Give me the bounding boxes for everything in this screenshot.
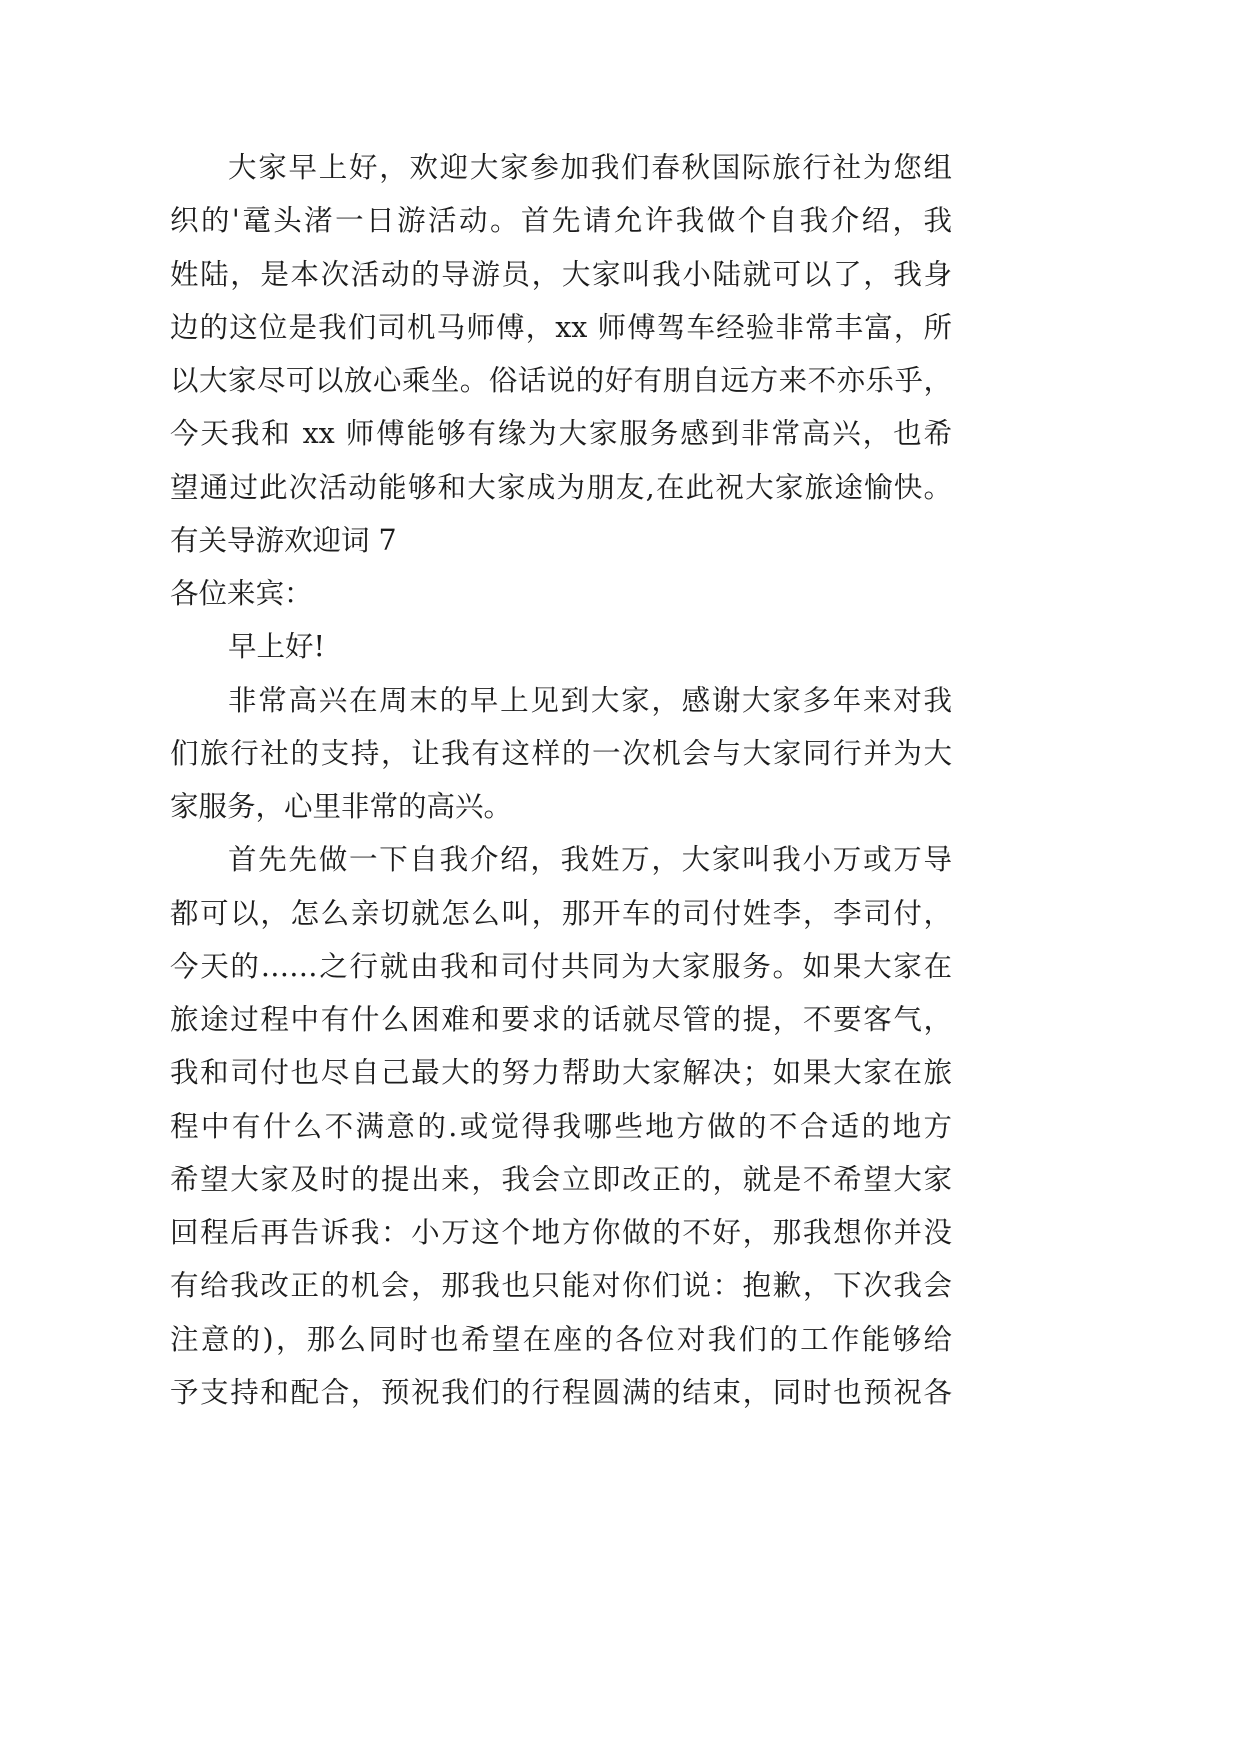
paragraph-line: 旅途过程中有什么困难和要求的话就尽管的提，不要客气， — [170, 1003, 952, 1036]
paragraph-line: 回程后再告诉我：小万这个地方你做的不好，那我想你并没 — [170, 1216, 952, 1249]
salutation: 各位来宾： — [170, 577, 313, 610]
paragraph-line: 都可以，怎么亲切就怎么叫，那开车的司付姓李，李司付， — [170, 896, 952, 930]
paragraph-line: 大家早上好，欢迎大家参加我们春秋国际旅行社为您组 — [228, 151, 952, 184]
paragraph-2 — [170, 674, 952, 834]
paragraph-line: 们旅行社的支持，让我有这样的一次机会与大家同行并为大 — [170, 736, 952, 770]
paragraph-line: 望通过此次活动能够和大家成为朋友,在此祝大家旅途愉快。 — [170, 470, 952, 504]
paragraph-line: 今天我和 xx 师傅能够有缘为大家服务感到非常高兴，也希 — [170, 417, 952, 451]
paragraph-line: 有给我改正的机会，那我也只能对你们说：抱歉，下次我会 — [170, 1269, 952, 1303]
greeting: 早上好! — [228, 630, 325, 664]
paragraph-line: 程中有什么不满意的.或觉得我哪些地方做的不合适的地方 — [170, 1109, 952, 1143]
paragraph-line: 予支持和配合，预祝我们的行程圆满的结束，同时也预祝各 — [170, 1375, 952, 1409]
paragraph-line: 希望大家及时的提出来，我会立即改正的，就是不希望大家 — [170, 1162, 952, 1196]
paragraph-line: 首先先做一下自我介绍，我姓万，大家叫我小万或万导 — [228, 843, 952, 877]
paragraph-line: 非常高兴在周末的早上见到大家，感谢大家多年来对我 — [228, 683, 952, 717]
document-body — [170, 141, 952, 1419]
paragraph-line: 注意的)，那么同时也希望在座的各位对我们的工作能够给 — [170, 1322, 952, 1356]
paragraph-line: 今天的……之行就由我和司付共同为大家服务。如果大家在 — [170, 949, 952, 983]
paragraph-line: 边的这位是我们司机马师傅，xx 师傅驾车经验非常丰富，所 — [170, 310, 952, 344]
paragraph-line: 以大家尽可以放心乘坐。俗话说的好有朋自远方来不亦乐乎， — [170, 364, 952, 397]
paragraph-line: 姓陆，是本次活动的导游员，大家叫我小陆就可以了，我身 — [170, 257, 952, 291]
paragraph-line: 我和司付也尽自己最大的努力帮助大家解决；如果大家在旅 — [170, 1056, 952, 1090]
section-heading: 有关导游欢迎词 7 — [170, 523, 397, 557]
paragraph-line: 织的'鼋头渚一日游活动。首先请允许我做个自我介绍，我 — [170, 204, 952, 238]
paragraph-3 — [170, 833, 952, 1419]
paragraph-1 — [170, 141, 952, 514]
paragraph-line: 家服务，心里非常的高兴。 — [170, 790, 513, 823]
